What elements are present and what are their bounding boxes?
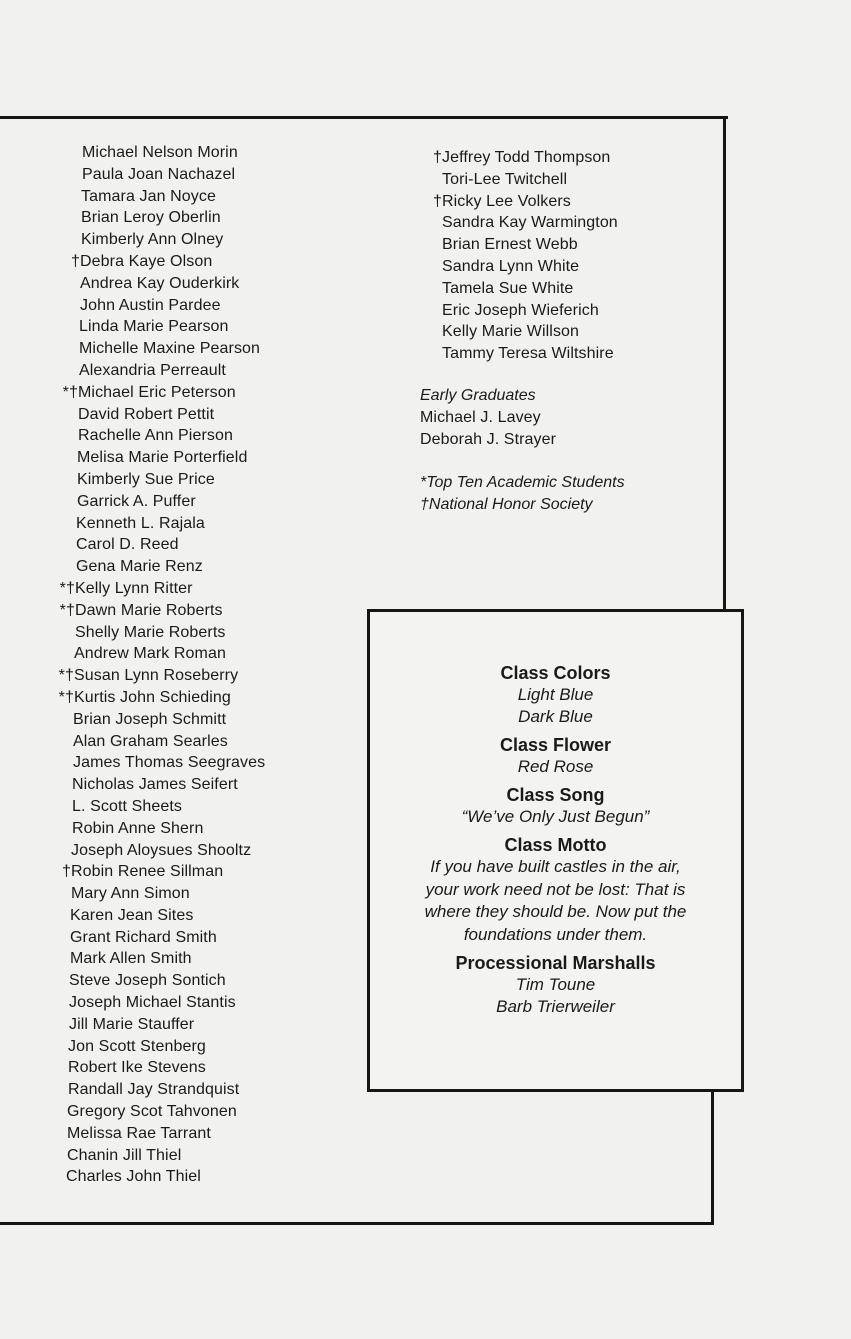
graduate-name-text: Chanin Jill Thiel	[67, 1146, 182, 1164]
graduate-name-text: James Thomas Seegraves	[73, 754, 266, 772]
graduate-name	[420, 212, 720, 234]
graduate-name-text: Melissa Rae Tarrant	[67, 1124, 211, 1142]
graduate-name	[51, 752, 380, 774]
honor-mark: †	[62, 863, 71, 881]
graduate-name	[50, 796, 380, 818]
graduate-name	[51, 709, 380, 731]
graduate-name-text: Paula Joan Nachazel	[82, 165, 236, 183]
graduate-name	[52, 665, 380, 687]
graduate-name	[55, 469, 380, 491]
graduate-list-left	[60, 142, 380, 1188]
early-graduate-name: Michael J. Lavey	[420, 408, 541, 426]
honor-mark: *†	[59, 579, 75, 597]
honor-mark: †	[433, 149, 442, 166]
graduate-list-right	[420, 147, 720, 516]
graduate-name	[50, 774, 380, 796]
graduate-name-text: Rachelle Ann Pierson	[78, 427, 233, 445]
graduate-name	[53, 622, 380, 644]
honor-mark: *†	[58, 667, 74, 685]
graduate-name	[420, 234, 720, 256]
graduate-name	[420, 169, 720, 191]
graduate-name-text: Eric Joseph Wieferich	[442, 301, 599, 319]
graduate-name	[59, 207, 380, 229]
class-color-value: Dark Blue	[518, 707, 593, 726]
graduate-name	[420, 278, 720, 300]
graduate-name-text: Kimberly Sue Price	[77, 470, 215, 488]
graduate-name-text: Jon Scott Stenberg	[68, 1037, 206, 1055]
graduate-name	[45, 1123, 380, 1145]
graduate-name	[49, 840, 380, 862]
graduate-name-text: Mark Allen Smith	[70, 950, 192, 968]
graduate-name-text: Sandra Kay Warmington	[442, 214, 618, 232]
graduate-name-text: Kimberly Ann Olney	[81, 231, 224, 249]
graduate-name-text: Kurtis John Schieding	[74, 688, 231, 706]
graduate-name	[56, 425, 380, 447]
graduate-name-text: Steve Joseph Sontich	[69, 972, 226, 990]
graduate-name-text: Tammy Teresa Wiltshire	[442, 345, 614, 363]
graduate-name	[56, 404, 380, 426]
marshall-name: Barb Trierweiler	[496, 997, 615, 1016]
graduate-name-text: Linda Marie Pearson	[79, 318, 229, 336]
graduate-name	[46, 1079, 380, 1101]
graduate-name	[60, 142, 380, 164]
graduate-name-text: David Robert Pettit	[78, 405, 215, 423]
graduate-name	[48, 927, 380, 949]
class-motto-line: where they should be. Now put the	[424, 902, 687, 921]
graduate-name-text: Carol D. Reed	[76, 536, 179, 554]
graduate-name-text: Randall Jay Strandquist	[68, 1081, 240, 1099]
graduate-name	[46, 1057, 380, 1079]
graduate-name	[420, 147, 720, 169]
marshall-name: Tim Toune	[515, 975, 596, 994]
graduate-name-text: Brian Joseph Schmitt	[73, 710, 227, 728]
graduate-name-text: Nicholas James Seifert	[72, 776, 238, 794]
graduate-name	[56, 382, 380, 404]
graduate-name	[50, 818, 380, 840]
legend-honor-society: †National Honor Society	[420, 496, 593, 514]
graduate-name-text: Kelly Marie Willson	[442, 323, 580, 341]
honor-mark: †	[433, 192, 442, 210]
graduate-name-text: Andrea Kay Ouderkirk	[80, 274, 240, 292]
class-info-box	[367, 609, 744, 1092]
graduate-name-text: Joseph Aloysues Shooltz	[71, 841, 252, 859]
frame-right-border	[723, 116, 726, 610]
graduate-name-text: Grant Richard Smith	[70, 928, 217, 946]
graduate-name	[53, 600, 380, 622]
legend	[420, 472, 720, 516]
honor-mark: *†	[58, 688, 74, 706]
honor-mark: †	[71, 252, 80, 270]
graduate-name	[59, 229, 380, 251]
graduate-name	[49, 883, 380, 905]
graduate-name	[58, 251, 380, 273]
graduate-name-text: Tamela Sue White	[442, 279, 574, 297]
graduate-name	[420, 343, 720, 365]
marshalls-heading: Processional Marshalls	[455, 953, 656, 973]
class-color-value: Light Blue	[517, 685, 594, 704]
graduate-name-text: Michael Eric Peterson	[78, 383, 236, 401]
class-song-value: “We’ve Only Just Begun”	[461, 807, 650, 826]
graduate-name	[44, 1166, 380, 1188]
graduate-name	[58, 273, 380, 295]
graduate-name-text: Tori-Lee Twitchell	[442, 170, 568, 188]
graduate-name-text: Robin Renee Sillman	[71, 863, 224, 881]
graduate-name	[52, 643, 380, 665]
graduate-name-text: Alexandria Perreault	[79, 361, 226, 379]
early-graduates-heading: Early Graduates	[420, 386, 536, 404]
graduate-name-text: Joseph Michael Stantis	[69, 994, 236, 1012]
graduate-name-text: Debra Kaye Olson	[80, 252, 213, 270]
graduate-name-text: Michael Nelson Morin	[82, 144, 238, 161]
class-motto-line: foundations under them.	[463, 924, 648, 944]
graduate-name-text: Robin Anne Shern	[72, 819, 204, 837]
graduate-name-text: Sandra Lynn White	[442, 257, 580, 275]
graduate-name-text: Mary Ann Simon	[71, 885, 190, 903]
graduate-name-text: Gregory Scot Tahvonen	[67, 1103, 237, 1121]
graduate-name-text: Shelly Marie Roberts	[75, 623, 226, 641]
class-motto-line: your work need not be lost: That is	[425, 879, 686, 899]
graduate-name-text: Jeffrey Todd Thompson	[442, 149, 611, 166]
graduate-name-text: Susan Lynn Roseberry	[74, 667, 239, 685]
early-graduate-name: Deborah J. Strayer	[420, 430, 557, 448]
graduate-name-text: Melisa Marie Porterfield	[77, 449, 248, 467]
graduate-name	[51, 731, 380, 753]
honor-mark: *†	[62, 383, 78, 401]
graduate-name-text: Kenneth L. Rajala	[76, 514, 205, 532]
class-motto-heading: Class Motto	[504, 835, 607, 855]
graduate-name-text: Michelle Maxine Pearson	[79, 340, 261, 358]
graduate-name-text: Jill Marie Stauffer	[69, 1015, 195, 1033]
graduate-name	[60, 164, 380, 186]
graduate-name	[48, 905, 380, 927]
graduate-name	[420, 191, 720, 213]
class-colors-heading: Class Colors	[500, 663, 611, 683]
graduate-name	[57, 316, 380, 338]
class-song-heading: Class Song	[506, 785, 605, 805]
graduate-name	[55, 447, 380, 469]
graduate-name-text: Brian Ernest Webb	[442, 236, 578, 254]
class-flower-heading: Class Flower	[499, 735, 612, 755]
graduate-name	[47, 1014, 380, 1036]
graduate-name	[420, 300, 720, 322]
graduate-name	[55, 491, 380, 513]
honor-mark: *†	[59, 601, 75, 619]
graduate-name	[47, 970, 380, 992]
graduate-name	[420, 321, 720, 343]
graduate-name	[49, 861, 380, 883]
class-flower-value: Red Rose	[517, 757, 594, 776]
class-motto-line: If you have built castles in the air,	[430, 857, 681, 876]
frame-top-border	[0, 116, 728, 119]
graduate-name	[58, 295, 380, 317]
graduate-name-text: Robert Ike Stevens	[68, 1059, 206, 1077]
graduate-name	[52, 687, 380, 709]
graduate-name	[54, 534, 380, 556]
graduate-name	[47, 992, 380, 1014]
graduate-name-text: John Austin Pardee	[80, 296, 221, 314]
frame-bottom-border	[0, 1222, 714, 1225]
graduate-name	[45, 1101, 380, 1123]
graduate-name	[54, 513, 380, 535]
graduate-name-text: Garrick A. Puffer	[77, 492, 196, 510]
graduate-name-text: Alan Graham Searles	[73, 732, 228, 750]
graduate-name	[57, 338, 380, 360]
graduate-name-text: Tamara Jan Noyce	[81, 187, 216, 205]
graduate-name-text: Dawn Marie Roberts	[75, 601, 223, 619]
graduate-name-text: Kelly Lynn Ritter	[75, 579, 193, 597]
graduate-name-text: Ricky Lee Volkers	[442, 192, 571, 210]
graduate-name-text: L. Scott Sheets	[72, 797, 183, 815]
graduate-name-text: Karen Jean Sites	[70, 906, 194, 924]
graduate-name	[46, 1036, 380, 1058]
graduate-name-text: Gena Marie Renz	[76, 558, 203, 576]
legend-top-ten: *Top Ten Academic Students	[420, 474, 625, 492]
graduate-name	[59, 186, 380, 208]
graduate-name	[420, 256, 720, 278]
graduate-name-text: Brian Leroy Oberlin	[81, 209, 221, 227]
graduate-name	[54, 556, 380, 578]
graduate-name	[53, 578, 380, 600]
graduate-name	[48, 948, 380, 970]
graduate-name	[57, 360, 380, 382]
frame-right-border-lower	[711, 1088, 714, 1225]
graduate-name-text: Andrew Mark Roman	[74, 645, 226, 663]
graduate-name-text: Charles John Thiel	[66, 1168, 201, 1186]
graduate-name	[45, 1145, 380, 1167]
